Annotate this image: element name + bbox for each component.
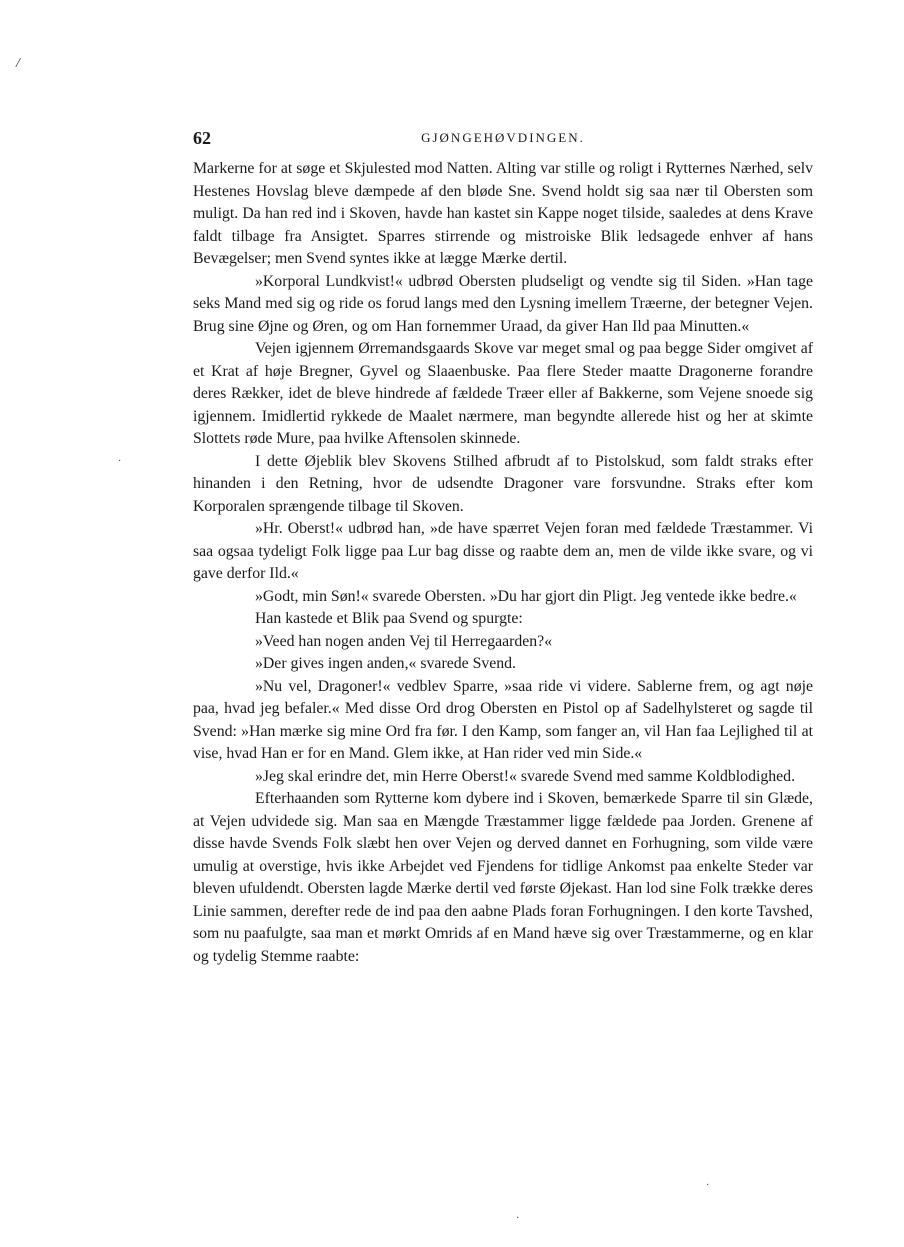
paragraph: »Godt, min Søn!« svarede Obersten. »Du har gjort din Pligt. Jeg ventede ikke bedre.« [255,587,797,605]
paragraph: I dette Øjeblik blev Skovens Stilhed afbrudt af to Pistolskud, som faldt straks efter hinanden i den Retning, hvor de udsendte Dragoner vare forsvundne. Straks efter kom Korporalen sprængende tilbage til Skoven. [193,452,813,515]
paragraph: »Korporal Lundkvist!« udbrød Obersten pludseligt og vendte sig til Siden. »Han tage seks Mand med sig og ride os forud langs med den Lysning imellem Træerne, der betegner Vejen. Brug sine Øjne og Øren, og om Han fornemmer Uraad, da giver Han Ild paa Minutten.« [193,272,813,335]
paragraph: »Nu vel, Dragoner!« vedblev Sparre, »saa ride vi videre. Sablerne frem, og agt nøje paa, hvad jeg befaler.« Med disse Ord drog Obersten en Pistol op af Sadelhylsteret og sagde til Svend: »Han mærke sig mine Ord fra før. I den Kamp, som fanger an, vil Han faa Lejlighed til at vise, hvad Han er for en Mand. Glem ikke, at Han rider ved min Side.« [193,677,813,762]
paragraph: Han kastede et Blik paa Svend og spurgte: [255,610,523,627]
paragraph: »Veed han nogen anden Vej til Herregaarden?« [255,632,553,650]
page-header [193,128,813,152]
paragraph: »Jeg skal erindre det, min Herre Oberst!« svarede Svend med samme Koldblodighed. [255,767,796,785]
body-text [193,158,813,968]
paragraph: »Hr. Oberst!« udbrød han, »de have spærret Vejen foran med fældede Træstammer. Vi saa ogsaa tydeligt Folk ligge paa Lur bag disse og raabte dem an, men de vilde ikke svare, og vi gave derfor Ild.« [193,520,813,582]
margin-speck: · [706,1180,710,1191]
margin-speck: · [516,1213,520,1224]
stray-mark: / [16,56,20,71]
paragraph: Efterhaanden som Rytterne kom dybere ind i Skoven, bemærkede Sparre til sin Glæde, at Vejen udvidede sig. Man saa en Mængde Træstammer ligge fældede paa Jorden. Grenene af disse havde Svends Folk slæbt hen over Vejen og derved dannet en Forhugning, som vilde være umulig at overstige, hvis ikke Arbejdet ved Fjendens for tidlige Ankomst paa enkelte Steder var bleven ufuldendt. Obersten lagde Mærke dertil ved første Øjekast. Han lod sine Folk trække deres Linie sammen, derefter rede de ind paa den aabne Plads foran Forhugningen. I den korte Tavshed, som nu paafulgte, saa man et mørkt Omrids af en Mand hæve sig over Træstammerne, og en klar og tydelig Stemme raabte: [193,790,813,965]
page-number: 62 [193,128,211,148]
running-title: GJØNGEHØVDINGEN. [421,130,585,145]
paragraph: »Der gives ingen anden,« svarede Svend. [255,655,517,672]
paragraph: Markerne for at søge et Skjulested mod Natten. Alting var stille og roligt i Rytternes Nærhed, selv Hestenes Hovslag bleve dæmpede af den bløde Sne. Svend holdt sig saa nær til Obersten som muligt. Da han red ind i Skoven, havde han kastet sin Kappe noget tilside, saaledes at dens Krave faldt tilbage fra Ansigtet. Sparres stirrende og mistroiske Blik ledsagede enhver af hans Bevægelser; men Svend syntes ikke at lægge Mærke dertil. [193,160,813,267]
paragraph: Vejen igjennem Ørremandsgaards Skove var meget smal og paa begge Sider omgivet af et Krat af høje Bregner, Gyvel og Slaaenbuske. Paa flere Steder maatte Dragonerne forandre deres Rækker, idet de bleve hindrede af fældede Træer eller af Bakkerne, som Vejene snoede sig igjennem. Imidlertid rykkede de Maalet nærmere, man begyndte allerede hist og her at skimte Slottets røde Mure, paa hvilke Aftensolen skinnede. [193,340,813,447]
margin-speck: · [118,456,122,467]
